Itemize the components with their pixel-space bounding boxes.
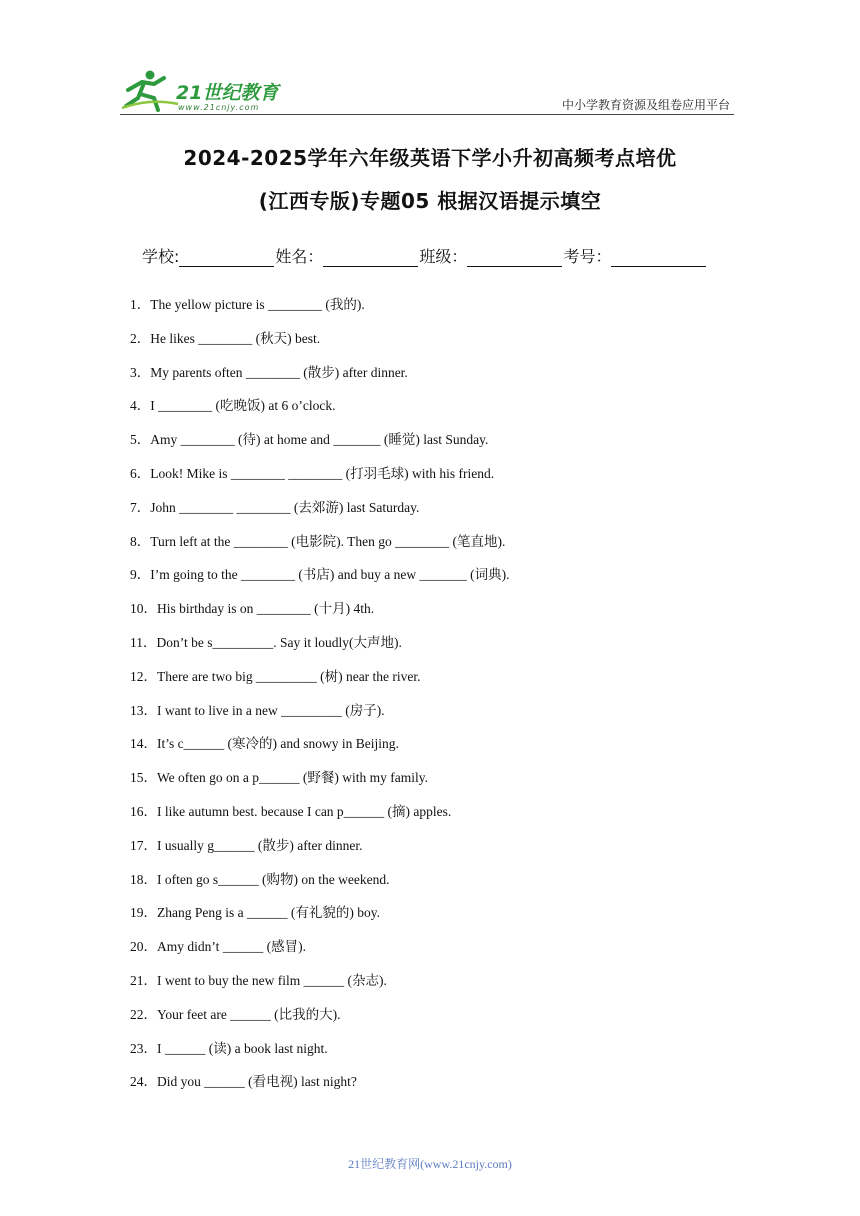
brand-logo [120,68,290,112]
question-item: 24．Did you ______ (看电视) last night? [130,1074,357,1090]
exam-no-blank[interactable] [611,248,706,267]
header-platform-text: 中小学教育资源及组卷应用平台 [561,98,730,112]
question-item: 4．I ________ (吃晚饭) at 6 o’clock. [130,398,336,414]
class-field [419,244,563,267]
question-item: 12．There are two big _________ (树) near the river. [130,668,421,684]
header-divider [120,114,734,115]
question-item: 13．I want to live in a new _________ (房子). [130,702,385,718]
logo-text: 21世纪教育 [176,82,279,104]
question-item: 22．Your feet are ______ (比我的大). [130,1006,341,1022]
question-item: 19．Zhang Peng is a ______ (有礼貌的) boy. [130,905,380,921]
question-item: 11．Don’t be s_________. Say it loudly(大声地). [130,634,402,650]
question-item: 7．John ________ ________ (去郊游) last Saturday. [130,499,420,515]
question-item: 10．His birthday is on ________ (十月) 4th. [130,601,375,617]
name-label: 姓名： [275,247,324,266]
page-footer[interactable]: 21世纪教育网(www.21cnjy.com) [348,1157,512,1171]
question-item: 1．The yellow picture is ________ (我的). [130,297,365,312]
question-item: 8．Turn left at the ________ (电影院). Then go ________ (笔直地). [130,533,506,549]
question-item: 14．It’s c______ (寒冷的) and snowy in Beijing. [130,736,399,752]
school-field [142,244,275,267]
question-item: 23．I ______ (读) a book last night. [130,1040,328,1056]
question-item: 16．I like autumn best. because I can p______ (摘) apples. [130,803,452,819]
runner-icon [122,71,178,111]
name-blank[interactable] [323,248,418,267]
question-item: 6．Look! Mike is ________ ________ (打羽毛球) with his friend. [130,465,495,481]
page-title-line2: (江西专版)专题05 根据汉语提示填空 [258,189,602,213]
name-field [275,244,419,267]
student-info-line [142,244,707,267]
question-item: 9．I’m going to the ________ (书店) and buy a new _______ (词典). [130,567,510,583]
page-header [120,68,734,112]
question-item: 2．He likes ________ (秋天) best. [130,330,321,346]
question-item: 20．Amy didn’t ______ (感冒). [130,939,306,955]
page-title-line1: 2024-2025学年六年级英语下学小升初高频考点培优 [183,146,677,170]
question-item: 15．We often go on a p______ (野餐) with my family. [130,770,428,786]
question-item: 18．I often go s______ (购物) on the weekend. [130,871,390,887]
question-item: 17．I usually g______ (散步) after dinner. [130,837,363,853]
exam-no-field [563,244,707,267]
class-blank[interactable] [467,248,562,267]
class-label: 班级： [419,247,468,266]
question-item: 3．My parents often ________ (散步) after dinner. [130,364,408,380]
exam-no-label: 考号： [563,247,612,266]
school-blank[interactable] [179,248,274,267]
question-item: 5．Amy ________ (待) at home and _______ (睡觉) last Sunday. [130,432,489,448]
question-list [130,296,750,1107]
question-item: 21．I went to buy the new film ______ (杂志). [130,972,387,988]
logo-url: www.21cnjy.com [178,103,260,112]
school-label: 学校: [142,247,180,266]
